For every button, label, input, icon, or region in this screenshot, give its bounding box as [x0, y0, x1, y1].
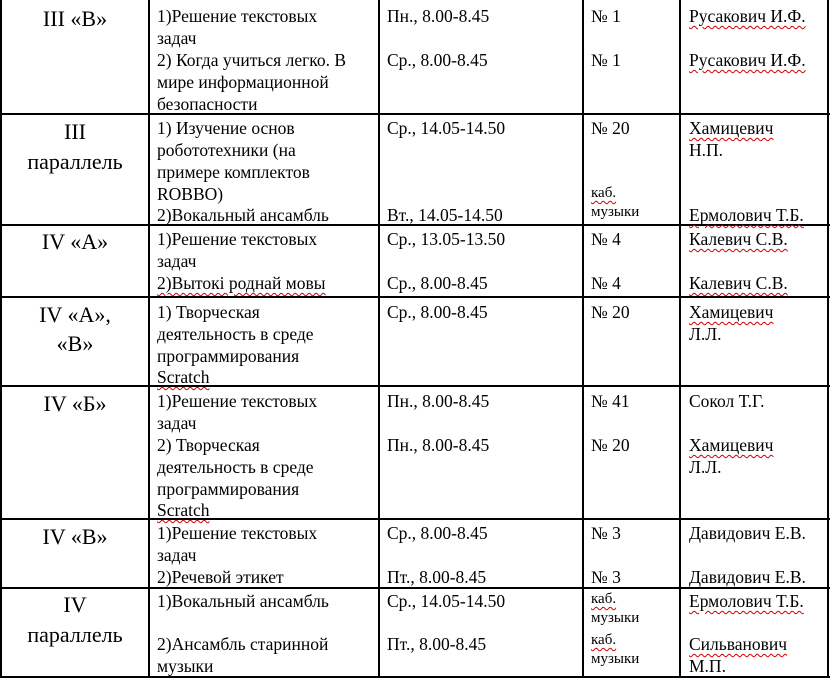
- group-cell: параллель: [27, 622, 123, 647]
- teacher-cell: Давидович Е.В.: [689, 567, 806, 587]
- room-cell: № 4: [591, 229, 621, 249]
- table-border: [148, 0, 150, 678]
- teacher-cell: Калевич С.В.: [689, 273, 788, 293]
- activity-line: 2)Вытокі роднай мовы: [157, 273, 326, 293]
- time-cell: Пн., 8.00-8.45: [387, 6, 490, 26]
- time-cell: Ср., 14.05-14.50: [387, 118, 506, 138]
- time-cell: Ср., 8.00-8.45: [387, 273, 488, 293]
- row-divider: [0, 385, 830, 387]
- teacher-cell: Сокол Т.Г.: [689, 391, 765, 411]
- time-cell: Ср., 8.00-8.45: [387, 50, 488, 70]
- table-border: [679, 0, 681, 678]
- table-border: [582, 0, 584, 678]
- teacher-cell: Ермолович Т.Б.: [689, 591, 804, 611]
- teacher-cell: Хамицевич: [689, 118, 774, 138]
- activity-line: 2)Ансамбль старинной: [157, 634, 329, 654]
- activity-line: 1) Изучение основ: [157, 118, 295, 138]
- teacher-cell: Л.Л.: [689, 457, 722, 477]
- activity-line: 1)Решение текстовых: [157, 6, 318, 26]
- time-cell: Ср., 8.00-8.45: [387, 523, 488, 543]
- teacher-cell: М.П.: [689, 656, 726, 676]
- time-cell: Вт., 14.05-14.50: [387, 205, 503, 225]
- time-cell: Ср., 8.00-8.45: [387, 302, 488, 322]
- group-cell: IV «В»: [42, 524, 108, 549]
- row-divider: [0, 113, 830, 115]
- room-cell: музыки: [591, 610, 640, 626]
- activity-line: Scratch: [157, 367, 210, 387]
- group-cell: «В»: [56, 331, 94, 356]
- activity-line: примере комплектов: [157, 162, 310, 182]
- time-cell: Ср., 13.05-13.50: [387, 229, 506, 249]
- time-cell: Пт., 8.00-8.45: [387, 567, 487, 587]
- activity-line: музыки: [157, 656, 214, 676]
- group-cell: параллель: [27, 149, 123, 174]
- room-cell: № 4: [591, 273, 621, 293]
- activity-line: программирования: [157, 479, 300, 499]
- teacher-cell: Давидович Е.В.: [689, 523, 806, 543]
- activity-line: 1)Решение текстовых: [157, 229, 318, 249]
- group-cell: IV «А»: [41, 229, 109, 254]
- teacher-cell: Русакович И.Ф.: [689, 6, 806, 26]
- room-cell: музыки: [591, 204, 640, 220]
- activity-line: 2) Когда учиться легко. В: [157, 50, 347, 70]
- activity-line: задач: [157, 545, 197, 565]
- activity-line: Scratch: [157, 500, 210, 520]
- activity-line: 1)Решение текстовых: [157, 391, 318, 411]
- room-cell: № 20: [591, 435, 630, 455]
- activity-line: деятельность в среде: [157, 457, 314, 477]
- activity-line: 1)Вокальный ансамбль: [157, 591, 329, 611]
- teacher-cell: Калевич С.В.: [689, 229, 788, 249]
- group-cell: IV «Б»: [43, 391, 107, 416]
- time-cell: Пн., 8.00-8.45: [387, 391, 490, 411]
- activity-line: программирования: [157, 346, 300, 366]
- room-cell: каб.: [591, 632, 617, 648]
- activity-line: 1) Творческая: [157, 302, 260, 322]
- table-border: [827, 0, 829, 678]
- activity-line: мире информационной: [157, 72, 329, 92]
- activity-line: задач: [157, 251, 197, 271]
- row-divider: [0, 518, 830, 520]
- room-cell: каб.: [591, 185, 617, 201]
- room-cell: № 41: [591, 391, 630, 411]
- teacher-cell: Хамицевич: [689, 435, 774, 455]
- room-cell: № 3: [591, 567, 621, 587]
- teacher-cell: Русакович И.Ф.: [689, 50, 806, 70]
- room-cell: № 20: [591, 302, 630, 322]
- table-border: [378, 0, 380, 678]
- room-cell: № 1: [591, 50, 621, 70]
- activity-line: деятельность в среде: [157, 324, 314, 344]
- activity-line: робототехники (на: [157, 140, 296, 160]
- activity-line: 2)Речевой этикет: [157, 567, 284, 587]
- teacher-cell: Хамицевич: [689, 302, 774, 322]
- room-cell: музыки: [591, 651, 640, 667]
- activity-line: безопасности: [157, 94, 258, 114]
- activity-line: задач: [157, 413, 197, 433]
- time-cell: Пт., 8.00-8.45: [387, 634, 487, 654]
- activity-line: задач: [157, 28, 197, 48]
- room-cell: № 3: [591, 523, 621, 543]
- teacher-cell: Н.П.: [689, 140, 724, 160]
- activity-line: ROBBO): [157, 184, 224, 204]
- activity-line: 1)Решение текстовых: [157, 523, 318, 543]
- room-cell: № 1: [591, 6, 621, 26]
- activity-line: 2)Вокальный ансамбль: [157, 205, 329, 225]
- group-cell: III: [64, 119, 86, 144]
- group-cell: IV: [63, 592, 87, 617]
- time-cell: Пн., 8.00-8.45: [387, 435, 490, 455]
- time-cell: Ср., 14.05-14.50: [387, 591, 506, 611]
- room-cell: каб.: [591, 591, 617, 607]
- group-cell: IV «А»,: [39, 302, 111, 327]
- teacher-cell: Л.Л.: [689, 324, 722, 344]
- room-cell: № 20: [591, 118, 630, 138]
- row-divider: [0, 296, 830, 298]
- activity-line: 2) Творческая: [157, 435, 260, 455]
- teacher-cell: Сильванович: [689, 634, 788, 654]
- teacher-cell: Ермолович Т.Б.: [689, 205, 804, 225]
- group-cell: III «В»: [42, 6, 108, 31]
